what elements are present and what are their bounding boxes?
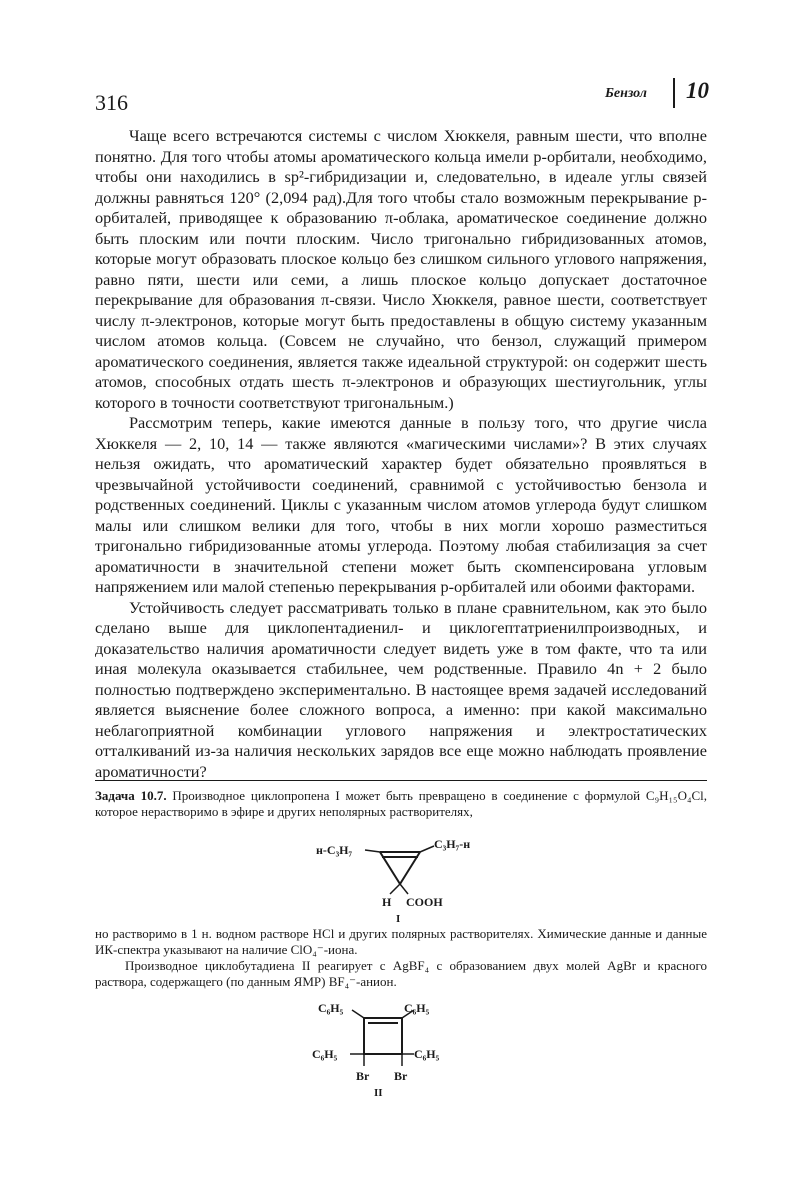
substituent-left: н-C₃H₇ [316,843,353,857]
problem-label: Задача 10.7. [95,788,167,803]
h-bond [390,884,400,894]
problem-text-2: но растворимо в 1 н. водном растворе HCl и других полярных растворителях. Химические данные и данные ИК-спектра указывают на наличие ClO₄⁻-иона. [95,926,707,957]
phenyl-mid-left: C₆H₅ [312,1047,338,1061]
header-divider [673,78,675,108]
bromine-right: Br [394,1069,408,1083]
problem-text-3: Производное циклобутадиена II реагирует с AgBF₄ с образованием двух молей AgBr и красного раствора, содержащего (по данным ЯМР) BF₄⁻-анион. [95,958,707,989]
sub-bond-right [420,846,434,852]
phenyl-top-right: C₆H₅ [404,1001,430,1015]
compound-numeral-II: II [374,1087,383,1099]
substituent-right: C₃H₇-н [434,837,471,851]
bond-top-left [352,1010,364,1018]
page-number: 316 [95,90,128,115]
bromine-left: Br [356,1069,370,1083]
running-title: Бензол [605,86,647,101]
cyclobutadiene-structure-II [310,1000,450,1100]
compound-numeral-I: I [396,913,401,924]
chapter-number: 10 [686,78,709,103]
cyclopropene-structure-I [310,834,490,924]
main-text [95,126,707,782]
paragraph-2: Рассмотрим теперь, какие имеются данные в пользу того, что другие числа Хюккеля — 2, 10, 14 — также являются «магическими числами»? В этих случаях нельзя ожидать, что ароматический характер будет обязательно проявляться в чрезвычайной устойчивости соединений, сравнимой с устойчивостью бензола и родственных соединений. Циклы с указанным числом атомов углерода будут слишком малы или слишком велики для того, чтобы в них могли хорошо разместиться тригонально гибридизованные атомы углерода. Поэтому любая стабилизация за счет ароматичности в значительной степени может быть скомпенсирована угловым напряжением или малой степенью перекрывания p-орбиталей или обоими факторами. [95,413,707,596]
problem-continued [95,926,707,990]
acid-bond [400,884,408,894]
problem-10-7 [95,788,707,820]
carboxyl-label: COOH [406,895,443,909]
paragraph-1: Чаще всего встречаются системы с числом Хюккеля, равным шести, что вполне понятно. Для того чтобы атомы ароматического кольца имели p-орбитали, необходимо, чтобы они находились в sp²-гибридизации и, следовательно, в идеале углы связей должны равняться 120° (2,094 рад).Для того чтобы стало возможным перекрывание p-орбиталей, приводящее к образованию π-облака, ароматическое соединение должно быть плоским или почти плоским. Число тригонально гибридизованных атомов, которые могут образовать плоское кольцо без слишком сильного углового напряжения, равно пяти, шести или семи, а лишь плоское кольцо допускает достаточное перекрывание для образования π-связи. Число Хюккеля, равное шести, соответствует числу π-электронов, которые могут быть предоставлены в общую систему указанным числом атомов кольца. (Совсем не случайно, что бензол, служащий примером ароматического соединения, является также идеальной структурой: он содержит шесть атомов, способных отдать шесть π-электронов и образующих шестиугольник, углы которого в точности соответствуют тригональным.) [95,126,707,412]
problem-text-1: Производное циклопропена I может быть превращено в соединение с формулой C₉H₁₅O₄Cl, которое нерастворимо в эфире и других неполярных растворителях, [95,788,708,819]
problem-continued-block [95,926,707,990]
phenyl-mid-right: C₆H₅ [414,1047,440,1061]
problem-intro [95,788,707,820]
sub-bond-left [365,850,380,852]
phenyl-top-left: C₆H₅ [318,1001,344,1015]
section-divider [95,780,707,781]
hydrogen-label: H [382,895,392,909]
paragraph-3: Устойчивость следует рассматривать только в плане сравнительном, как это было сделано выше для циклопентадиенил- и циклогептатриенилпроизводных, и доказательство наличия ароматичности следует видеть уже в том факте, что та или иная молекула оказывается стабильнее, чем родственные. Правило 4n + 2 было полностью подтверждено экспериментально. В настоящее время задачей исследований является выяснение более сложного вопроса, а именно: при какой максимально неблагоприятной комбинации углового напряжения и электростатических отталкиваний из-за наличия нескольких зарядов все еще можно наблюдать проявление ароматичности? [95,597,707,781]
